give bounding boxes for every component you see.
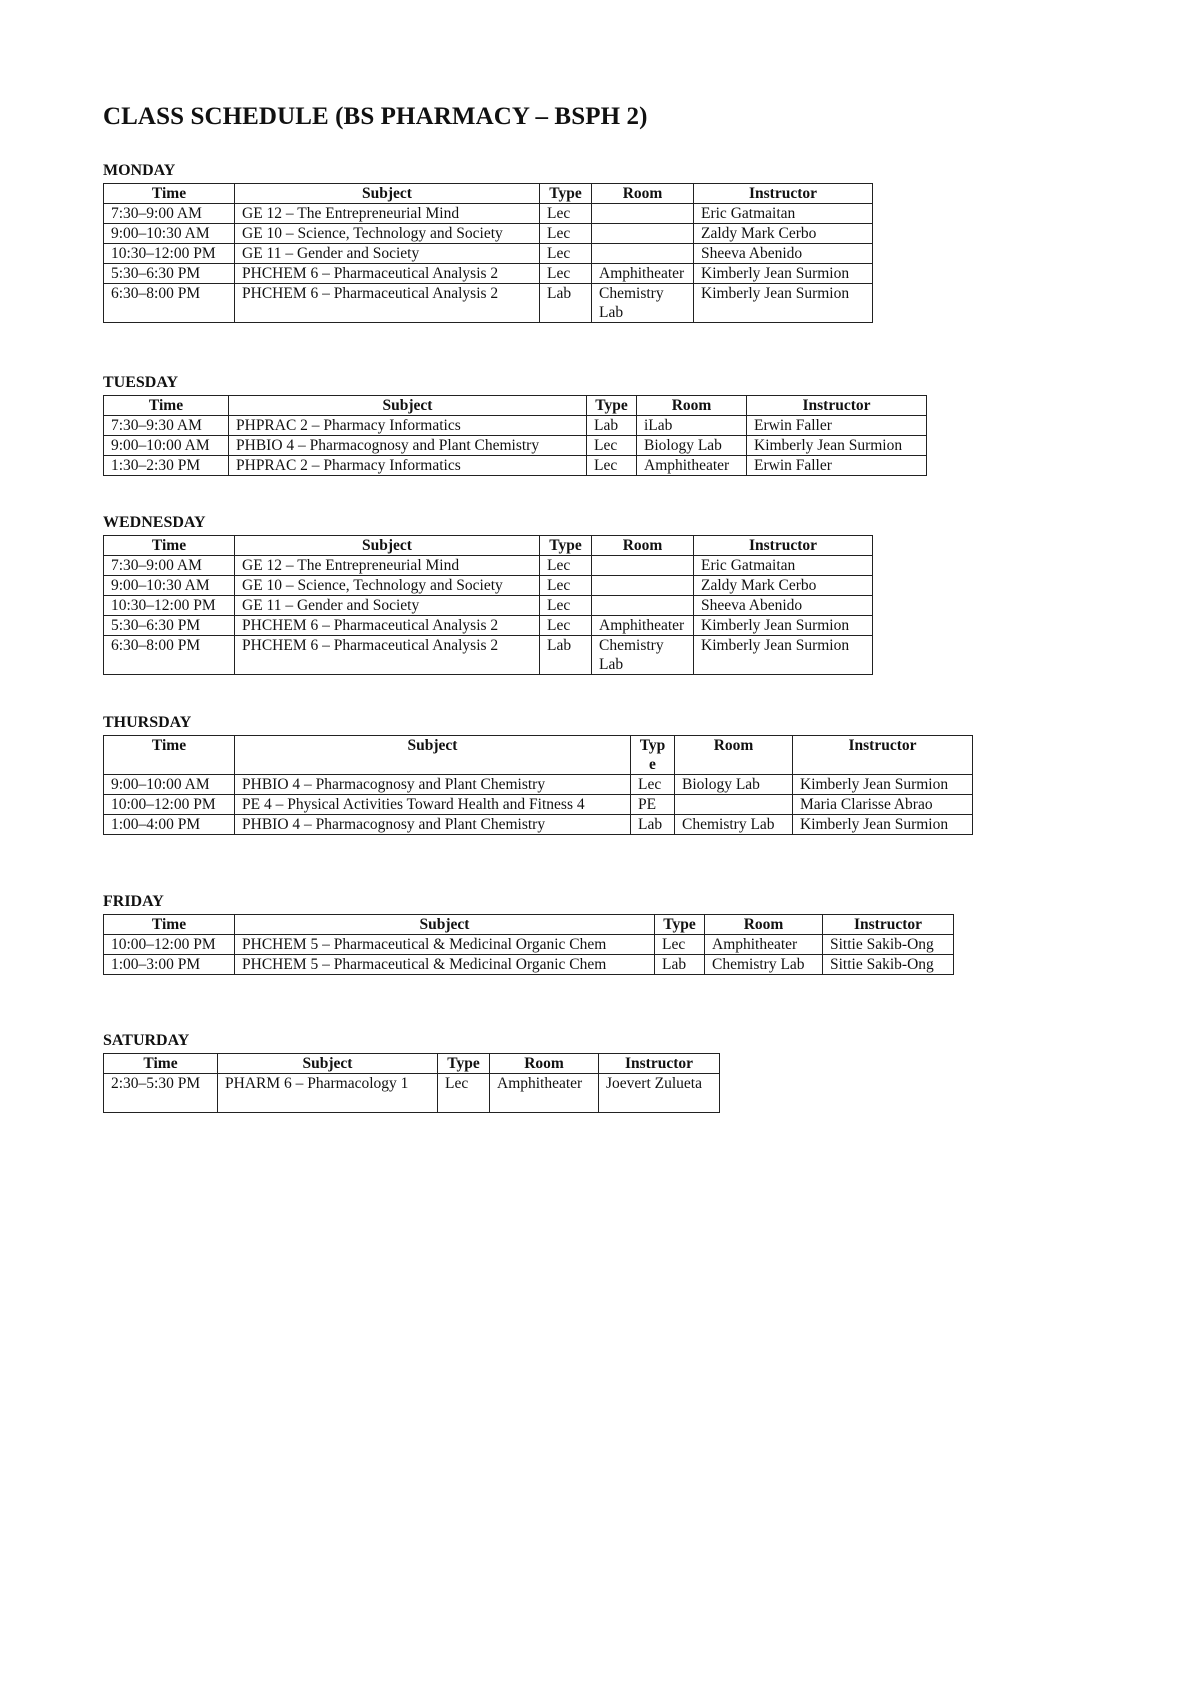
cell-subject: PHCHEM 5 – Pharmaceutical & Medicinal Organic Chem	[235, 935, 655, 955]
cell-room: Amphitheater	[592, 264, 694, 284]
header-room: Room	[637, 396, 747, 416]
cell-instructor: Sheeva Abenido	[694, 596, 873, 616]
header-subject: Subject	[235, 184, 540, 204]
table-row	[104, 935, 954, 955]
cell-instructor: Zaldy Mark Cerbo	[694, 576, 873, 596]
header-instructor: Instructor	[747, 396, 927, 416]
header-time: Time	[104, 915, 235, 935]
day-heading-friday: FRIDAY	[103, 893, 164, 910]
cell-time: 9:00–10:00 AM	[104, 436, 229, 456]
cell-time: 5:30–6:30 PM	[104, 616, 235, 636]
cell-room	[592, 204, 694, 224]
table-row	[104, 576, 873, 596]
cell-subject: PHPRAC 2 – Pharmacy Informatics	[229, 456, 587, 476]
cell-room: iLab	[637, 416, 747, 436]
table-header-row	[104, 1054, 720, 1074]
cell-instructor: Maria Clarisse Abrao	[793, 795, 973, 815]
cell-instructor: Sittie Sakib-Ong	[823, 955, 954, 975]
header-time: Time	[104, 1054, 218, 1074]
schedule-table-tuesday	[103, 395, 927, 476]
cell-time: 10:00–12:00 PM	[104, 795, 235, 815]
cell-instructor: Joevert Zulueta	[599, 1074, 720, 1113]
table-row	[104, 596, 873, 616]
cell-subject: GE 10 – Science, Technology and Society	[235, 224, 540, 244]
cell-time: 1:30–2:30 PM	[104, 456, 229, 476]
cell-instructor: Eric Gatmaitan	[694, 204, 873, 224]
table-row	[104, 795, 973, 815]
schedule-table-wednesday	[103, 535, 873, 675]
header-room: Room	[592, 184, 694, 204]
header-time: Time	[104, 536, 235, 556]
cell-subject: PE 4 – Physical Activities Toward Health and Fitness 4	[235, 795, 631, 815]
cell-instructor: Kimberly Jean Surmion	[694, 284, 873, 323]
cell-type: Lec	[587, 456, 637, 476]
header-instructor: Instructor	[694, 184, 873, 204]
header-room: Room	[490, 1054, 599, 1074]
header-instructor: Instructor	[823, 915, 954, 935]
cell-time: 5:30–6:30 PM	[104, 264, 235, 284]
cell-time: 9:00–10:00 AM	[104, 775, 235, 795]
cell-subject: PHBIO 4 – Pharmacognosy and Plant Chemistry	[235, 815, 631, 835]
cell-type: Lec	[540, 204, 592, 224]
cell-type: Lab	[540, 636, 592, 675]
table-row	[104, 815, 973, 835]
header-room: Room	[675, 736, 793, 775]
cell-time: 9:00–10:30 AM	[104, 576, 235, 596]
cell-room: Chemistry Lab	[592, 636, 694, 675]
cell-type: Lab	[540, 284, 592, 323]
schedule-table-thursday	[103, 735, 973, 835]
header-type: Type	[540, 536, 592, 556]
table-row	[104, 264, 873, 284]
cell-type: Lec	[438, 1074, 490, 1113]
header-type: Type	[655, 915, 705, 935]
cell-instructor: Eric Gatmaitan	[694, 556, 873, 576]
cell-time: 1:00–3:00 PM	[104, 955, 235, 975]
cell-room: Chemistry Lab	[592, 284, 694, 323]
day-heading-wednesday: WEDNESDAY	[103, 514, 206, 531]
cell-room	[675, 795, 793, 815]
table-header-row	[104, 736, 973, 775]
table-row	[104, 204, 873, 224]
cell-subject: GE 10 – Science, Technology and Society	[235, 576, 540, 596]
cell-type: Lec	[540, 556, 592, 576]
cell-time: 10:30–12:00 PM	[104, 244, 235, 264]
cell-type: Lec	[540, 576, 592, 596]
header-room: Room	[592, 536, 694, 556]
cell-room	[592, 576, 694, 596]
cell-subject: GE 12 – The Entrepreneurial Mind	[235, 204, 540, 224]
cell-room: Amphitheater	[705, 935, 823, 955]
header-subject: Subject	[235, 536, 540, 556]
cell-time: 10:30–12:00 PM	[104, 596, 235, 616]
table-header-row	[104, 915, 954, 935]
cell-instructor: Erwin Faller	[747, 456, 927, 476]
cell-room	[592, 596, 694, 616]
table-header-row	[104, 184, 873, 204]
schedule-table-saturday	[103, 1053, 720, 1113]
page-title: CLASS SCHEDULE (BS PHARMACY – BSPH 2)	[103, 103, 648, 130]
header-type: Type	[438, 1054, 490, 1074]
cell-room: Chemistry Lab	[675, 815, 793, 835]
cell-room	[592, 224, 694, 244]
cell-subject: GE 12 – The Entrepreneurial Mind	[235, 556, 540, 576]
cell-instructor: Sittie Sakib-Ong	[823, 935, 954, 955]
header-subject: Subject	[235, 915, 655, 935]
table-row	[104, 955, 954, 975]
header-subject: Subject	[218, 1054, 438, 1074]
cell-room	[592, 244, 694, 264]
cell-time: 1:00–4:00 PM	[104, 815, 235, 835]
day-heading-saturday: SATURDAY	[103, 1032, 190, 1049]
table-row	[104, 616, 873, 636]
header-type: Type	[587, 396, 637, 416]
cell-subject: PHPRAC 2 – Pharmacy Informatics	[229, 416, 587, 436]
cell-subject: PHCHEM 5 – Pharmaceutical & Medicinal Organic Chem	[235, 955, 655, 975]
table-row	[104, 636, 873, 675]
cell-type: Lec	[540, 244, 592, 264]
cell-instructor: Kimberly Jean Surmion	[793, 775, 973, 795]
cell-type: Lec	[540, 224, 592, 244]
cell-subject: PHCHEM 6 – Pharmaceutical Analysis 2	[235, 264, 540, 284]
header-subject: Subject	[229, 396, 587, 416]
header-instructor: Instructor	[599, 1054, 720, 1074]
cell-instructor: Kimberly Jean Surmion	[694, 264, 873, 284]
cell-type: Lec	[540, 264, 592, 284]
cell-subject: PHARM 6 – Pharmacology 1	[218, 1074, 438, 1113]
cell-subject: PHBIO 4 – Pharmacognosy and Plant Chemistry	[235, 775, 631, 795]
cell-subject: GE 11 – Gender and Society	[235, 244, 540, 264]
cell-time: 6:30–8:00 PM	[104, 636, 235, 675]
table-row	[104, 436, 927, 456]
header-instructor: Instructor	[793, 736, 973, 775]
cell-subject: PHCHEM 6 – Pharmaceutical Analysis 2	[235, 636, 540, 675]
header-time: Time	[104, 396, 229, 416]
cell-time: 10:00–12:00 PM	[104, 935, 235, 955]
cell-type: Lab	[655, 955, 705, 975]
cell-instructor: Kimberly Jean Surmion	[694, 636, 873, 675]
cell-type: PE	[631, 795, 675, 815]
table-row	[104, 556, 873, 576]
cell-subject: PHBIO 4 – Pharmacognosy and Plant Chemistry	[229, 436, 587, 456]
table-row	[104, 224, 873, 244]
cell-time: 7:30–9:00 AM	[104, 556, 235, 576]
header-room: Room	[705, 915, 823, 935]
table-row	[104, 456, 927, 476]
cell-room: Chemistry Lab	[705, 955, 823, 975]
cell-type: Lec	[655, 935, 705, 955]
cell-type: Lab	[631, 815, 675, 835]
day-heading-monday: MONDAY	[103, 162, 176, 179]
table-header-row	[104, 536, 873, 556]
table-row	[104, 284, 873, 323]
table-row	[104, 416, 927, 436]
cell-room: Amphitheater	[637, 456, 747, 476]
table-header-row	[104, 396, 927, 416]
cell-room: Amphitheater	[490, 1074, 599, 1113]
header-subject: Subject	[235, 736, 631, 775]
cell-instructor: Sheeva Abenido	[694, 244, 873, 264]
cell-type: Lab	[587, 416, 637, 436]
cell-time: 7:30–9:30 AM	[104, 416, 229, 436]
cell-instructor: Kimberly Jean Surmion	[793, 815, 973, 835]
cell-type: Lec	[540, 596, 592, 616]
cell-room	[592, 556, 694, 576]
cell-time: 2:30–5:30 PM	[104, 1074, 218, 1113]
cell-subject: PHCHEM 6 – Pharmaceutical Analysis 2	[235, 616, 540, 636]
cell-type: Lec	[587, 436, 637, 456]
cell-room: Biology Lab	[675, 775, 793, 795]
day-heading-tuesday: TUESDAY	[103, 374, 178, 391]
cell-instructor: Erwin Faller	[747, 416, 927, 436]
cell-room: Biology Lab	[637, 436, 747, 456]
header-type: Type	[540, 184, 592, 204]
table-row	[104, 244, 873, 264]
header-type: Typ e	[631, 736, 675, 775]
cell-type: Lec	[631, 775, 675, 795]
schedule-table-monday	[103, 183, 873, 323]
header-time: Time	[104, 184, 235, 204]
cell-subject: PHCHEM 6 – Pharmaceutical Analysis 2	[235, 284, 540, 323]
cell-instructor: Zaldy Mark Cerbo	[694, 224, 873, 244]
cell-time: 7:30–9:00 AM	[104, 204, 235, 224]
table-row	[104, 1074, 720, 1113]
cell-type: Lec	[540, 616, 592, 636]
schedule-table-friday	[103, 914, 954, 975]
header-time: Time	[104, 736, 235, 775]
cell-instructor: Kimberly Jean Surmion	[694, 616, 873, 636]
header-instructor: Instructor	[694, 536, 873, 556]
table-row	[104, 775, 973, 795]
cell-instructor: Kimberly Jean Surmion	[747, 436, 927, 456]
cell-time: 9:00–10:30 AM	[104, 224, 235, 244]
cell-subject: GE 11 – Gender and Society	[235, 596, 540, 616]
day-heading-thursday: THURSDAY	[103, 714, 192, 731]
cell-time: 6:30–8:00 PM	[104, 284, 235, 323]
cell-room: Amphitheater	[592, 616, 694, 636]
